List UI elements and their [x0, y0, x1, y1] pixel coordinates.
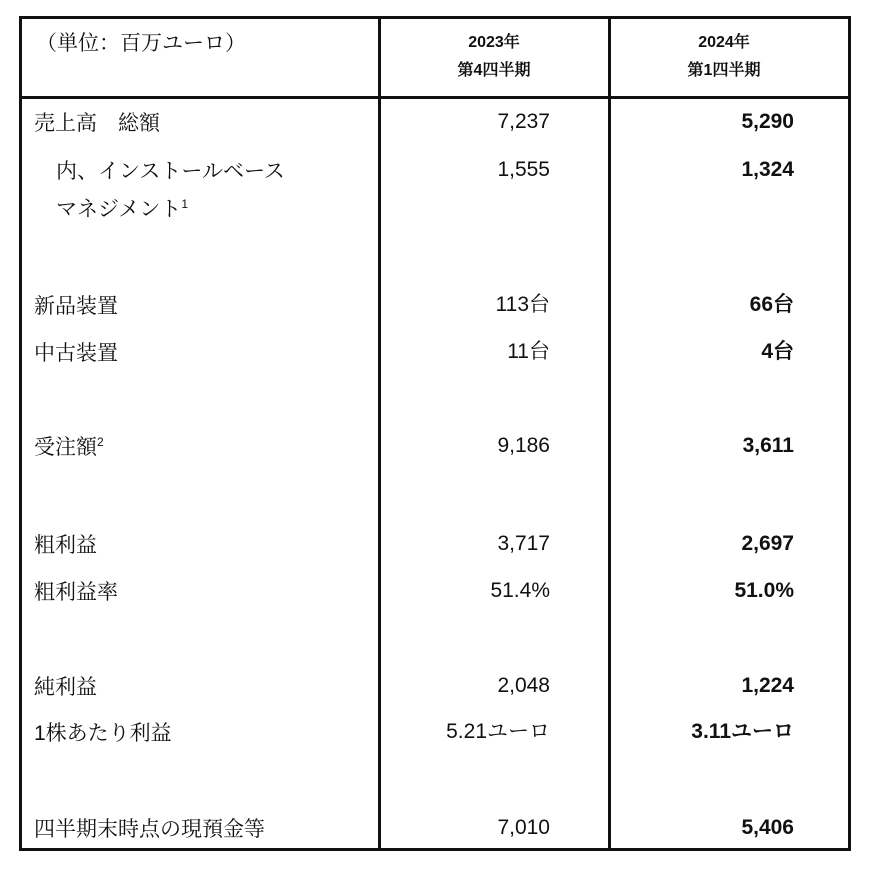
value-2023q4: 7,237 — [497, 110, 550, 133]
value-2023q4: 11台 — [507, 340, 550, 363]
value-2023q4: 51.4% — [490, 579, 550, 602]
row-label-new-systems: 新品装置 — [34, 295, 118, 318]
value-2024q1: 5,406 — [741, 816, 794, 839]
value-2023q4: 5.21ユーロ — [446, 720, 550, 743]
value-2023q4: 1,555 — [497, 158, 550, 181]
column-header-year: 2024年 — [698, 34, 750, 51]
row-label-revenue: 売上高 総額 — [34, 112, 160, 135]
value-2024q1: 51.0% — [734, 579, 794, 602]
value-2023q4: 113台 — [495, 293, 550, 316]
value-2024q1: 3,611 — [742, 434, 794, 457]
row-label-used-systems: 中古装置 — [34, 342, 118, 365]
row-label-gross-profit: 粗利益 — [34, 534, 97, 557]
unit-label: （単位：百万ユーロ） — [36, 32, 246, 55]
value-2023q4: 3,717 — [497, 532, 550, 555]
footnote-marker: 1 — [181, 197, 189, 211]
column-divider-2 — [608, 19, 611, 848]
row-label-installed-base-line2 — [56, 197, 188, 223]
value-2023q4: 2,048 — [497, 674, 550, 697]
value-2024q1: 4台 — [761, 340, 794, 363]
value-2024q1: 5,290 — [741, 110, 794, 133]
row-label-cash: 四半期末時点の現預金等 — [34, 818, 265, 841]
row-label-gross-margin: 粗利益率 — [34, 581, 118, 604]
footnote-marker: 2 — [97, 435, 104, 449]
row-label-bookings — [34, 435, 104, 461]
row-label-installed-base: 内、インストールベース — [56, 160, 285, 183]
value-2024q1: 1,324 — [741, 158, 794, 181]
header-divider — [22, 96, 848, 99]
row-label-eps: 1株あたり利益 — [34, 722, 172, 745]
column-divider-1 — [378, 19, 381, 848]
column-header-quarter: 第4四半期 — [457, 62, 531, 79]
row-label-text: 受注額 — [34, 436, 97, 459]
value-2024q1: 2,697 — [741, 532, 794, 555]
row-label-net-income: 純利益 — [34, 676, 97, 699]
value-2024q1: 3.11ユーロ — [691, 720, 794, 743]
value-2023q4: 9,186 — [497, 434, 550, 457]
value-2024q1: 66台 — [749, 293, 794, 316]
value-2024q1: 1,224 — [741, 674, 794, 697]
value-2023q4: 7,010 — [497, 816, 550, 839]
column-header-2023q4 — [381, 29, 607, 85]
column-header-2024q1 — [611, 29, 837, 85]
financial-table — [19, 16, 851, 851]
column-header-year: 2023年 — [468, 34, 520, 51]
row-label-text: マネジメント — [56, 198, 182, 221]
column-header-quarter: 第1四半期 — [687, 62, 761, 79]
